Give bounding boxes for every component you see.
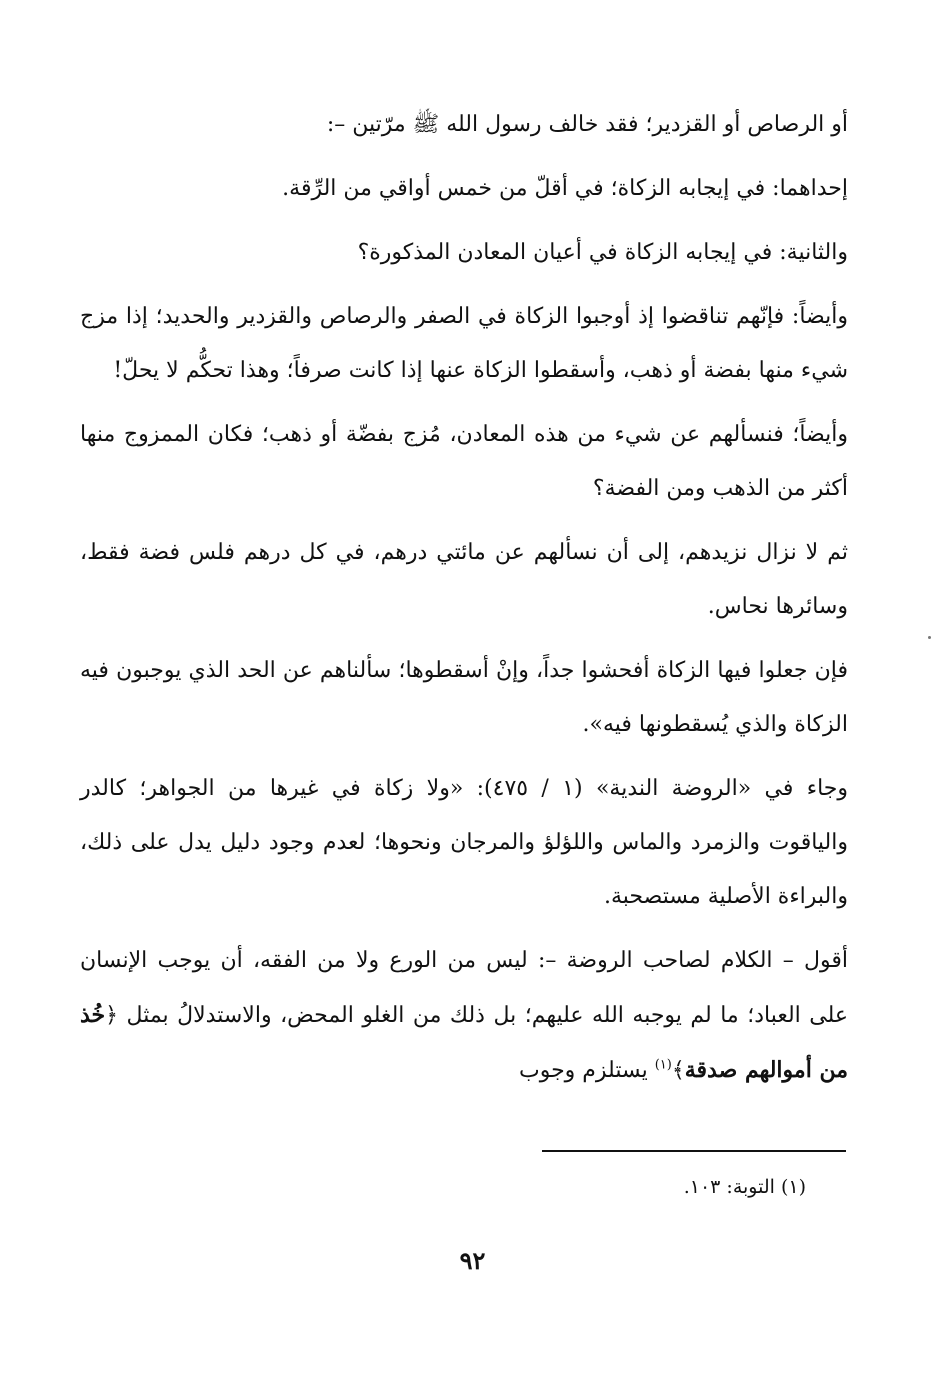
- paragraph-7: فإن جعلوا فيها الزكاة أفحشوا جداً، وإنْ أسقطوها؛ سألناهم عن الحد الذي يوجبون فيه الزكاة والذي يُسقطونها فيه».: [80, 658, 848, 737]
- paragraph-2: إحداهما: في إيجابه الزكاة؛ في أقلّ من خمس أواقي من الرِّقة.: [282, 176, 848, 201]
- page-number: ٩٢: [459, 1246, 486, 1275]
- quran-quote-close: ﴾: [671, 1058, 685, 1083]
- paragraph-6: ثم لا نزال نزيدهم، إلى أن نسألهم عن مائتي درهم، في كل درهم فلس فضة فقط، وسائرها نحاس.: [80, 540, 848, 619]
- paragraph-9-text: أقول – الكلام لصاحب الروضة –: ليس من الورع ولا من الفقه، أن يوجب الإنسان على العباد؛ ما لم يوجبه الله عليهم؛ بل ذلك من الغلو المحض، والاستدلالُ بمثل: [80, 948, 848, 1028]
- paragraph-3: والثانية: في إيجابه الزكاة في أعيان المعادن المذكورة؟: [357, 240, 848, 265]
- paragraph-1: أو الرصاص أو القزدير؛ فقد خالف رسول الله ﷺ مرّتين –:: [326, 112, 848, 137]
- paragraph-5: وأيضاً؛ فنسألهم عن شيء من هذه المعادن، مُزج بفضّة أو ذهب؛ فكان الممزوج منها أكثر من الذهب ومن الفضة؟: [80, 422, 848, 501]
- footnote-divider: [542, 1150, 846, 1152]
- paragraph-9-continuation: يستلزم وجوب: [519, 1058, 655, 1083]
- footnote-reference: (١): [654, 1057, 672, 1073]
- paragraph-9: [80, 934, 848, 1098]
- quran-quote-open: ﴿: [105, 1003, 119, 1028]
- main-text: [80, 98, 848, 1108]
- margin-mark: [928, 636, 931, 639]
- paragraph-8: وجاء في «الروضة الندية» (١ / ٤٧٥): «ولا زكاة في غيرها من الجواهر؛ كالدر والياقوت والزمرد والماس واللؤلؤ والمرجان ونحوها؛ لعدم وجود دليل يدل على ذلك، والبراءة الأصلية مستصحبة.: [80, 776, 848, 909]
- paragraph-4: وأيضاً: فإنّهم تناقضوا إذ أوجبوا الزكاة في الصفر والرصاص والقزدير والحديد؛ إذا مزج شيء منها بفضة أو ذهب، وأسقطوا الزكاة عنها إذا كانت صرفاً؛ وهذا تحكُّم لا يحلّ!: [80, 304, 848, 383]
- quran-quote: خُذ من أموالهم صدقة: [80, 1002, 848, 1083]
- footnote: (١) التوبة: ١٠٣.: [683, 1176, 806, 1198]
